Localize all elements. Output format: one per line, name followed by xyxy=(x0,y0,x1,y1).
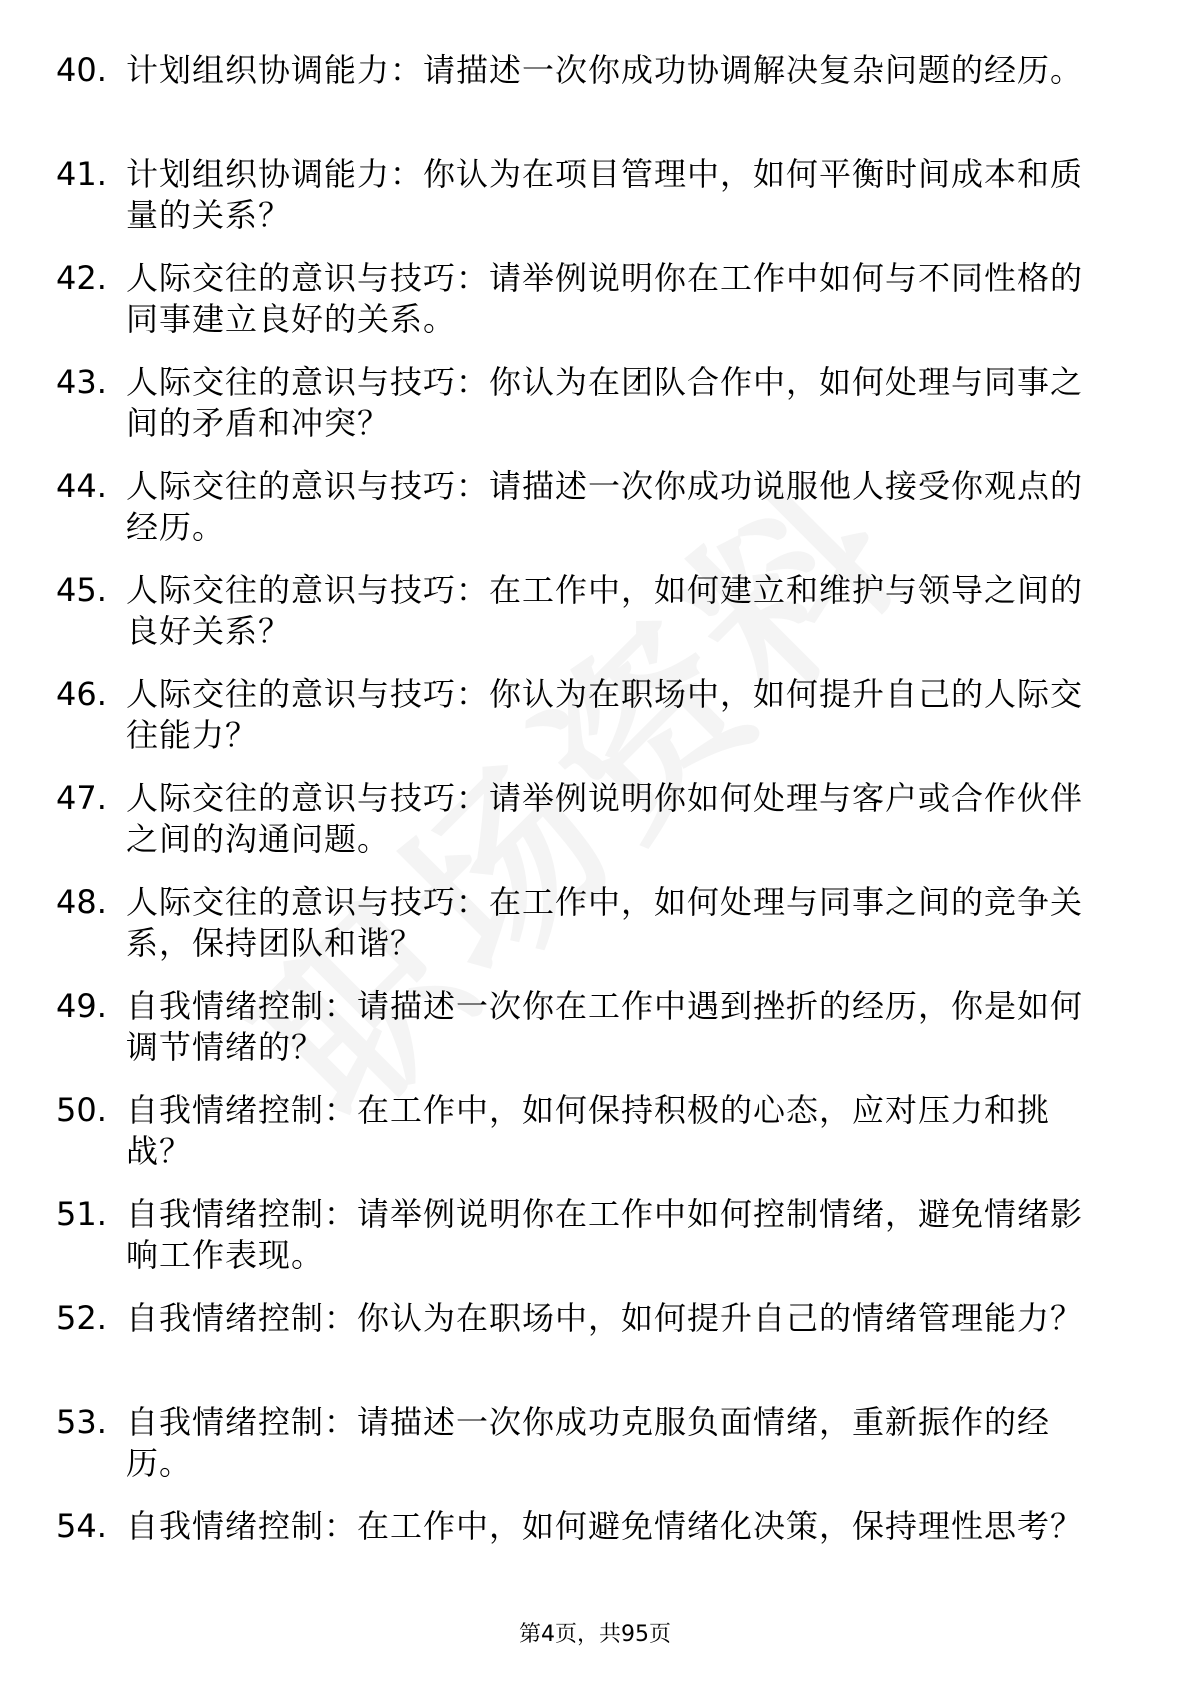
list-item xyxy=(56,154,1116,258)
list-item xyxy=(56,50,1116,154)
question-number: 54. xyxy=(56,1507,107,1545)
question-number: 44. xyxy=(56,467,107,505)
list-item xyxy=(56,778,1116,882)
list-item xyxy=(56,1090,1116,1194)
question-number: 45. xyxy=(56,571,107,609)
question-text: 人际交往的意识与技巧：你认为在职场中，如何提升自己的人际交往能力？ xyxy=(126,675,1084,754)
question-text: 人际交往的意识与技巧：在工作中，如何处理与同事之间的竞争关系，保持团队和谐？ xyxy=(126,883,1084,962)
list-item xyxy=(56,882,1116,986)
question-text: 自我情绪控制：在工作中，如何避免情绪化决策，保持理性思考？ xyxy=(126,1507,1084,1545)
question-text: 人际交往的意识与技巧：请举例说明你如何处理与客户或合作伙伴之间的沟通问题。 xyxy=(126,779,1084,858)
question-text: 自我情绪控制：你认为在职场中，如何提升自己的情绪管理能力？ xyxy=(126,1299,1084,1337)
question-text: 自我情绪控制：请描述一次你成功克服负面情绪，重新振作的经历。 xyxy=(126,1403,1051,1482)
list-item xyxy=(56,570,1116,674)
question-text: 人际交往的意识与技巧：在工作中，如何建立和维护与领导之间的良好关系？ xyxy=(126,571,1084,650)
question-number: 48. xyxy=(56,883,107,921)
question-number: 49. xyxy=(56,987,107,1025)
question-number: 40. xyxy=(56,51,107,89)
list-item xyxy=(56,1506,1116,1610)
question-text: 自我情绪控制：请描述一次你在工作中遇到挫折的经历，你是如何调节情绪的？ xyxy=(126,987,1084,1066)
question-list xyxy=(56,50,1116,1610)
question-text: 人际交往的意识与技巧：请举例说明你在工作中如何与不同性格的同事建立良好的关系。 xyxy=(126,259,1084,338)
question-text: 计划组织协调能力：请描述一次你成功协调解决复杂问题的经历。 xyxy=(126,51,1084,89)
list-item xyxy=(56,258,1116,362)
list-item xyxy=(56,466,1116,570)
list-item xyxy=(56,1402,1116,1506)
question-text: 人际交往的意识与技巧：你认为在团队合作中，如何处理与同事之间的矛盾和冲突？ xyxy=(126,363,1084,442)
list-item xyxy=(56,1194,1116,1298)
question-number: 50. xyxy=(56,1091,107,1129)
question-number: 42. xyxy=(56,259,107,297)
question-number: 53. xyxy=(56,1403,107,1441)
list-item xyxy=(56,362,1116,466)
question-text: 自我情绪控制：在工作中，如何保持积极的心态，应对压力和挑战？ xyxy=(126,1091,1051,1170)
question-number: 41. xyxy=(56,155,107,193)
question-text: 计划组织协调能力：你认为在项目管理中，如何平衡时间成本和质量的关系？ xyxy=(126,155,1084,234)
question-text: 人际交往的意识与技巧：请描述一次你成功说服他人接受你观点的经历。 xyxy=(126,467,1084,546)
question-number: 47. xyxy=(56,779,107,817)
list-item xyxy=(56,674,1116,778)
question-number: 43. xyxy=(56,363,107,401)
question-text: 自我情绪控制：请举例说明你在工作中如何控制情绪，避免情绪影响工作表现。 xyxy=(126,1195,1084,1274)
list-item xyxy=(56,1298,1116,1402)
question-number: 52. xyxy=(56,1299,107,1337)
list-item xyxy=(56,986,1116,1090)
question-number: 51. xyxy=(56,1195,107,1233)
question-number: 46. xyxy=(56,675,107,713)
page-footer: 第4页，共95页 xyxy=(519,1622,671,1647)
